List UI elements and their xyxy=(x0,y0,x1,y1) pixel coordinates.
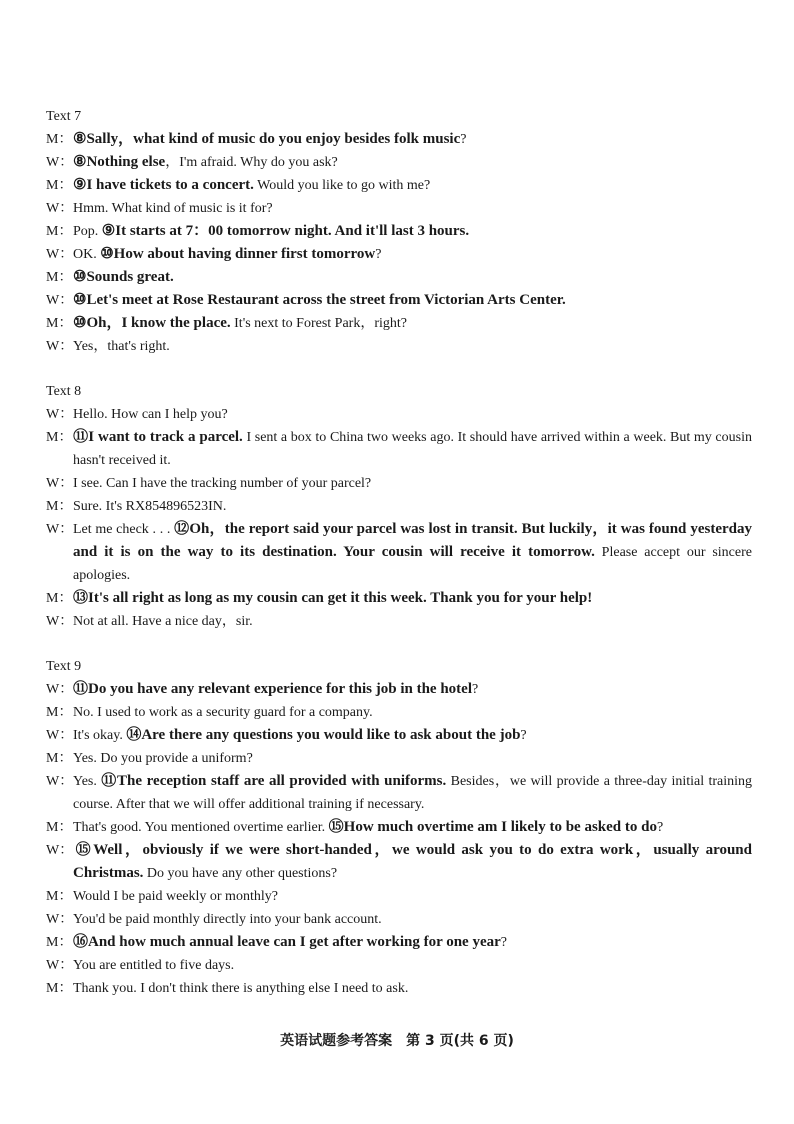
dialogue-line xyxy=(46,678,752,701)
dialogue-text: It's okay. xyxy=(73,728,127,743)
dialogue-line xyxy=(46,289,752,312)
dialogue-text: No. I used to work as a security guard for a company. xyxy=(73,705,373,720)
answer-key-text: ⑨It starts at 7：00 tomorrow night. And it'll last 3 hours. xyxy=(101,223,470,239)
dialogue-text: Please accept our sincere apologies. xyxy=(73,545,752,583)
section-text-7 xyxy=(46,105,752,358)
dialogue xyxy=(46,678,752,1000)
dialogue-line xyxy=(46,518,752,587)
dialogue-line xyxy=(46,770,752,816)
dialogue-line xyxy=(46,426,752,472)
speaker-label: W： xyxy=(46,682,74,697)
section-text-8 xyxy=(46,380,752,633)
dialogue-text: Thank you. I don't think there is anything else I need to ask. xyxy=(73,981,409,996)
dialogue-line xyxy=(46,151,752,174)
dialogue xyxy=(46,128,752,358)
answer-key-text: ⑪The reception staff are all provided with uniforms. xyxy=(101,773,447,789)
dialogue-text: You'd be paid monthly directly into your bank account. xyxy=(73,912,382,927)
dialogue-text: I sent a box to China two weeks ago. It should have arrived within a week. But my cousin hasn't received it. xyxy=(73,430,752,468)
dialogue-line xyxy=(46,977,752,1000)
dialogue-line xyxy=(46,174,752,197)
dialogue-text: You are entitled to five days. xyxy=(73,958,235,973)
speaker-label: W： xyxy=(46,614,74,629)
dialogue-line xyxy=(46,243,752,266)
speaker-label: M： xyxy=(46,705,73,720)
dialogue-text: ? xyxy=(460,132,467,147)
section-title: Text 8 xyxy=(46,384,82,399)
answer-key-text: ⑮Well，obviously if we were short-handed，we would ask you to do extra work，usually around Christmas. xyxy=(73,842,752,881)
dialogue-text: Hmm. What kind of music is it for? xyxy=(73,201,273,216)
section-text-9 xyxy=(46,655,752,1000)
dialogue-line xyxy=(46,747,752,770)
speaker-label: M： xyxy=(46,935,73,950)
speaker-label: W： xyxy=(46,155,74,170)
speaker-label: M： xyxy=(46,751,73,766)
answer-key-text: ⑬It's all right as long as my cousin can get it this week. Thank you for your help! xyxy=(73,590,593,606)
speaker-label: M： xyxy=(46,430,73,445)
dialogue-text: It's next to Forest Park，right? xyxy=(230,316,407,331)
speaker-label: M： xyxy=(46,132,73,147)
dialogue-text: ? xyxy=(375,247,382,262)
answer-key-text: ⑪I want to track a parcel. xyxy=(73,429,243,445)
answer-key-text: ⑮How much overtime am I likely to be asked to do xyxy=(328,819,657,835)
dialogue-line xyxy=(46,266,752,289)
dialogue-line xyxy=(46,701,752,724)
answer-key-text: ⑧Sally，what kind of music do you enjoy besides folk music xyxy=(73,131,461,147)
dialogue-line xyxy=(46,839,752,885)
speaker-label: W： xyxy=(46,201,74,216)
answer-key-text: ⑯And how much annual leave can I get after working for one year xyxy=(73,934,501,950)
dialogue-line xyxy=(46,128,752,151)
speaker-label: M： xyxy=(46,316,73,331)
dialogue-text: ? xyxy=(500,935,507,950)
dialogue-text: Let me check . . . xyxy=(73,522,175,537)
dialogue-text: OK. xyxy=(73,247,101,262)
dialogue-text: That's good. You mentioned overtime earlier. xyxy=(73,820,329,835)
dialogue-text: Besides，we will provide a three-day initial training course. After that we will offer additional training if necessary. xyxy=(73,774,753,812)
speaker-label: W： xyxy=(46,912,74,927)
speaker-label: M： xyxy=(46,820,73,835)
speaker-label: M： xyxy=(46,499,73,514)
answer-key-text: ⑧Nothing else xyxy=(73,154,166,170)
speaker-label: W： xyxy=(46,407,74,422)
dialogue-line xyxy=(46,885,752,908)
answer-key-text: ⑭Are there any questions you would like to ask about the job xyxy=(126,727,521,743)
answer-key-text: ⑪Do you have any relevant experience for this job in the hotel xyxy=(73,681,473,697)
dialogue-text: ，I'm afraid. Why do you ask? xyxy=(165,155,338,170)
dialogue-line xyxy=(46,403,752,426)
dialogue-text: Would you like to go with me? xyxy=(253,178,431,193)
dialogue-line xyxy=(46,724,752,747)
dialogue-line xyxy=(46,197,752,220)
dialogue-line xyxy=(46,495,752,518)
dialogue-text: Not at all. Have a nice day，sir. xyxy=(73,614,253,629)
dialogue-line xyxy=(46,931,752,954)
speaker-label: W： xyxy=(46,339,74,354)
section-title: Text 9 xyxy=(46,659,82,674)
speaker-label: W： xyxy=(46,843,74,858)
dialogue-text: Hello. How can I help you? xyxy=(73,407,228,422)
dialogue-text: ? xyxy=(520,728,527,743)
dialogue-text: ? xyxy=(656,820,664,835)
answer-key-text: ⑩Let's meet at Rose Restaurant across the street from Victorian Arts Center. xyxy=(73,292,566,308)
dialogue xyxy=(46,403,752,633)
dialogue-text: Yes. Do you provide a uniform? xyxy=(73,751,253,766)
dialogue-line xyxy=(46,312,752,335)
answer-key-text: ⑩How about having dinner first tomorrow xyxy=(100,246,376,262)
page-footer: 英语试题参考答案 第 3 页(共 6 页) xyxy=(280,1033,514,1049)
speaker-label: W： xyxy=(46,247,74,262)
dialogue-text: Sure. It's RX854896523IN. xyxy=(73,499,227,514)
speaker-label: M： xyxy=(46,981,73,996)
speaker-label: W： xyxy=(46,728,74,743)
dialogue-line xyxy=(46,335,752,358)
answer-key-text: ⑩Sounds great. xyxy=(73,269,174,285)
dialogue-text: Do you have any other questions? xyxy=(143,866,338,881)
dialogue-line xyxy=(46,816,752,839)
speaker-label: W： xyxy=(46,476,74,491)
dialogue-text: ? xyxy=(472,682,479,697)
section-title: Text 7 xyxy=(46,109,82,124)
speaker-label: M： xyxy=(46,270,73,285)
answer-key-text: ⑩Oh，I know the place. xyxy=(73,315,231,331)
dialogue-line xyxy=(46,908,752,931)
dialogue-text: Pop. xyxy=(73,224,102,239)
dialogue-line xyxy=(46,220,752,243)
speaker-label: W： xyxy=(46,774,74,789)
speaker-label: M： xyxy=(46,224,73,239)
dialogue-line xyxy=(46,610,752,633)
dialogue-text: Yes，that's right. xyxy=(73,339,170,354)
speaker-label: W： xyxy=(46,958,74,973)
dialogue-text: Yes. xyxy=(73,774,102,789)
speaker-label: W： xyxy=(46,522,74,537)
speaker-label: M： xyxy=(46,889,73,904)
speaker-label: W： xyxy=(46,293,74,308)
answer-key-page xyxy=(46,105,752,1000)
dialogue-line xyxy=(46,587,752,610)
dialogue-text: Would I be paid weekly or monthly? xyxy=(73,889,278,904)
answer-key-text: ⑨I have tickets to a concert. xyxy=(73,177,254,193)
speaker-label: M： xyxy=(46,178,73,193)
dialogue-line xyxy=(46,472,752,495)
speaker-label: M： xyxy=(46,591,73,606)
answer-key-text: ⑫Oh，the report said your parcel was lost in transit. But luckily，it was found yesterday and it is on the way to its destination. Your cousin will receive it tomorrow. xyxy=(73,521,752,560)
dialogue-line xyxy=(46,954,752,977)
dialogue-text: I see. Can I have the tracking number of your parcel? xyxy=(73,476,372,491)
